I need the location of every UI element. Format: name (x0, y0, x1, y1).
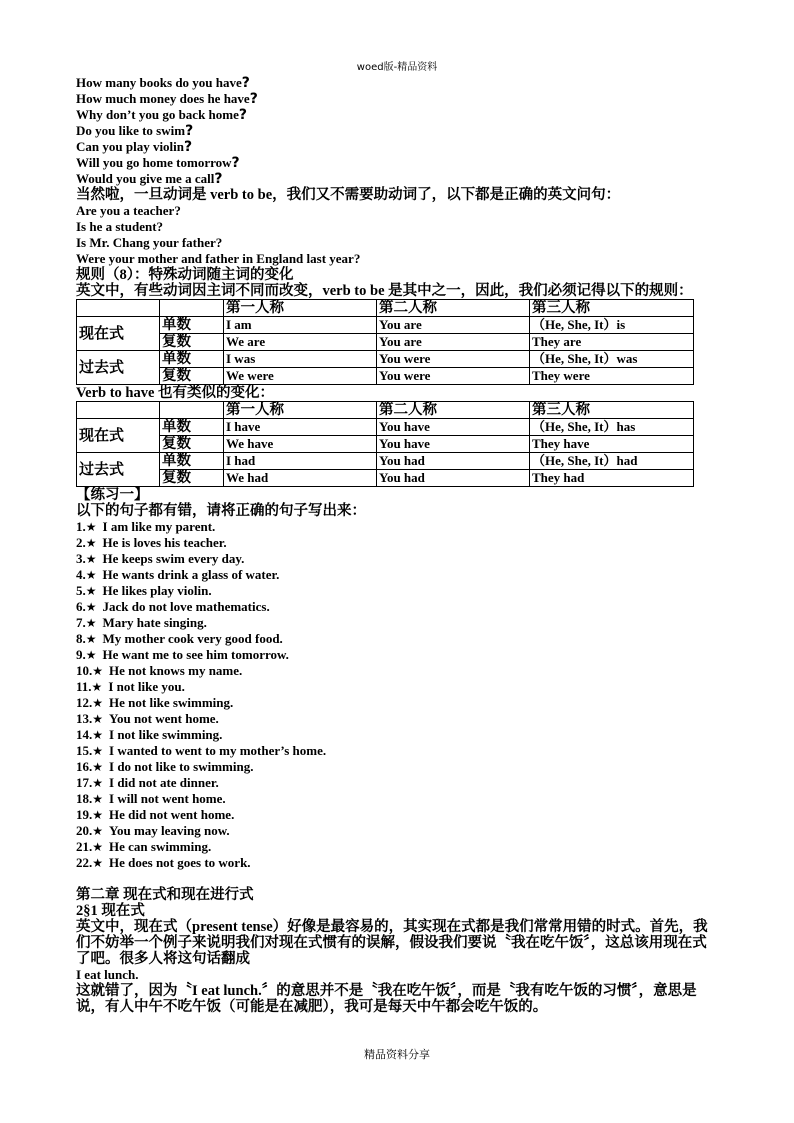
exercise-text: You may leaving now. (109, 823, 230, 838)
exercise-text: I not like you. (108, 679, 185, 694)
table-cell: You had (377, 453, 530, 470)
exercise-item (76, 791, 716, 807)
exercise-text: I not like swimming. (109, 727, 223, 742)
number-label: 复数 (160, 470, 224, 487)
be-question: Is he a student? (76, 219, 164, 234)
star-icon: ★ (92, 856, 104, 870)
rule-text: 英文中，有些动词因主词不同而改变，verb to be 是其中之一，因此，我们必须记得以下的规则： (76, 283, 693, 299)
question-line: Would you give me a call? (76, 171, 223, 187)
table-row (77, 368, 694, 385)
question-line: Can you play violin? (76, 139, 193, 155)
exercise-number: 12. (76, 695, 93, 710)
exercise-instructions: 以下的句子都有错，请将正确的句子写出来： (76, 503, 366, 519)
exercise-item (76, 583, 716, 599)
exercise-item (76, 567, 716, 583)
exercise-item (76, 759, 716, 775)
number-label: 单数 (160, 351, 224, 368)
table-cell: I was (224, 351, 377, 368)
exercise-item (76, 839, 716, 855)
exercise-item (76, 695, 716, 711)
header-third-person: 第三人称 (530, 300, 694, 317)
exercise-number: 7. (76, 615, 86, 630)
table-cell: They have (530, 436, 694, 453)
exercise-number: 11. (76, 679, 92, 694)
rule-title: 规则（8）：特殊动词随主词的变化 (76, 267, 294, 283)
header-first-person: 第一人称 (224, 402, 377, 419)
star-icon: ★ (91, 680, 103, 694)
exercise-text: Jack do not love mathematics. (102, 599, 270, 614)
be-question: Is Mr. Chang your father? (76, 235, 223, 250)
question-line: Why don’t you go back home? (76, 107, 248, 123)
exercise-text: He can swimming. (109, 839, 212, 854)
table-cell: We had (224, 470, 377, 487)
table-cell: I am (224, 317, 377, 334)
verb-be-table (76, 299, 694, 385)
question-list (76, 75, 716, 187)
exercise-number: 20. (76, 823, 93, 838)
table-header-row (77, 300, 694, 317)
star-icon: ★ (92, 840, 104, 854)
tense-label: 现在式 (77, 419, 160, 453)
exercise-text: I did not ate dinner. (109, 775, 219, 790)
tense-label: 过去式 (77, 351, 160, 385)
table-row (77, 470, 694, 487)
exercise-item (76, 743, 716, 759)
exercise-number: 8. (76, 631, 86, 646)
document-body (76, 75, 716, 1015)
table-header-row (77, 402, 694, 419)
paragraph: 英文中，现在式（present tense）好像是最容易的，其实现在式都是我们常常用错的时式。首先，我们不妨举一个例子来说明我们对现在式惯有的误解，假设我们要说〝我在吃午饭〞，这总该用现在式了吧。很多人将这句话翻成 (76, 919, 708, 967)
star-icon: ★ (92, 744, 104, 758)
table-cell: We are (224, 334, 377, 351)
number-label: 复数 (160, 368, 224, 385)
exercise-text: He want me to see him tomorrow. (102, 647, 289, 662)
star-icon: ★ (92, 696, 104, 710)
exercise-item (76, 711, 716, 727)
table-row (77, 351, 694, 368)
number-label: 单数 (160, 453, 224, 470)
exercise-text: I do not like to swimming. (109, 759, 254, 774)
question-line: How many books do you have? (76, 75, 250, 91)
table-row (77, 334, 694, 351)
exercise-item (76, 679, 716, 695)
exercise-text: I will not went home. (109, 791, 226, 806)
exercise-number: 16. (76, 759, 93, 774)
table-cell: （He, She, It）had (530, 453, 694, 470)
section-title: 2§1 现在式 (76, 903, 145, 919)
exercise-number: 6. (76, 599, 86, 614)
question-line: Do you like to swim? (76, 123, 194, 139)
exercise-text: He likes play violin. (102, 583, 212, 598)
paragraph: 这就错了，因为〝I eat lunch.〞的意思并不是〝我在吃午饭〞，而是〝我有吃午饭的习惯〞，意思是说，有人中午不吃午饭（可能是在减肥），我可是每天中午都会吃午饭的。 (76, 983, 697, 1015)
be-question: Were your mother and father in England last year? (76, 251, 361, 266)
table-cell: They had (530, 470, 694, 487)
table-cell: You were (377, 368, 530, 385)
table-row (77, 453, 694, 470)
verb-have-table (76, 401, 694, 487)
exercise-item (76, 775, 716, 791)
exercise-item (76, 823, 716, 839)
exercise-item (76, 647, 716, 663)
exercise-number: 10. (76, 663, 93, 678)
star-icon: ★ (85, 552, 97, 566)
number-label: 单数 (160, 317, 224, 334)
chapter-title: 第二章 现在式和现在进行式 (76, 887, 254, 903)
exercise-item (76, 807, 716, 823)
exercise-text: He wants drink a glass of water. (102, 567, 280, 582)
exercise-item (76, 615, 716, 631)
exercise-list (76, 519, 716, 871)
question-line: How much money does he have? (76, 91, 258, 107)
page-header: woed版-精品资料 (356, 62, 438, 73)
star-icon: ★ (92, 760, 104, 774)
star-icon: ★ (92, 712, 104, 726)
header-second-person: 第二人称 (377, 300, 530, 317)
tense-label: 现在式 (77, 317, 160, 351)
exercise-number: 13. (76, 711, 93, 726)
exercise-number: 15. (76, 743, 93, 758)
table-row (77, 419, 694, 436)
star-icon: ★ (85, 520, 97, 534)
exercise-number: 9. (76, 647, 86, 662)
number-label: 复数 (160, 436, 224, 453)
star-icon: ★ (85, 584, 97, 598)
table-cell: We were (224, 368, 377, 385)
example-sentence: I eat lunch. (76, 967, 139, 982)
exercise-number: 17. (76, 775, 93, 790)
star-icon: ★ (92, 824, 104, 838)
star-icon: ★ (92, 808, 104, 822)
table-row (77, 436, 694, 453)
number-label: 复数 (160, 334, 224, 351)
table-cell: You were (377, 351, 530, 368)
exercise-text: Mary hate singing. (102, 615, 207, 630)
exercise-number: 2. (76, 535, 86, 550)
star-icon: ★ (92, 664, 104, 678)
question-line: Will you go home tomorrow? (76, 155, 240, 171)
have-note: Verb to have 也有类似的变化： (76, 385, 275, 401)
exercise-text: You not went home. (109, 711, 219, 726)
exercise-item (76, 855, 716, 871)
exercise-text: I wanted to went to my mother’s home. (109, 743, 327, 758)
table-cell: I had (224, 453, 377, 470)
exercise-number: 4. (76, 567, 86, 582)
table-cell: I have (224, 419, 377, 436)
exercise-number: 14. (76, 727, 93, 742)
star-icon: ★ (92, 792, 104, 806)
star-icon: ★ (85, 632, 97, 646)
header-second-person: 第二人称 (377, 402, 530, 419)
star-icon: ★ (85, 536, 97, 550)
table-cell: You have (377, 419, 530, 436)
table-cell: You are (377, 334, 530, 351)
table-cell: You had (377, 470, 530, 487)
exercise-item (76, 663, 716, 679)
exercise-number: 3. (76, 551, 86, 566)
star-icon: ★ (85, 568, 97, 582)
page-footer: 精品资料分享 (364, 1048, 430, 1061)
star-icon: ★ (85, 648, 97, 662)
star-icon: ★ (92, 776, 104, 790)
exercise-number: 1. (76, 519, 86, 534)
header-first-person: 第一人称 (224, 300, 377, 317)
table-cell: You have (377, 436, 530, 453)
table-cell: You are (377, 317, 530, 334)
be-question: Are you a teacher? (76, 203, 181, 218)
exercise-text: He not knows my name. (109, 663, 243, 678)
exercise-item (76, 631, 716, 647)
star-icon: ★ (92, 728, 104, 742)
exercise-text: He does not goes to work. (109, 855, 251, 870)
tense-label: 过去式 (77, 453, 160, 487)
table-row (77, 317, 694, 334)
exercise-item (76, 519, 716, 535)
header-third-person: 第三人称 (530, 402, 694, 419)
exercise-item (76, 599, 716, 615)
number-label: 单数 (160, 419, 224, 436)
table-cell: （He, She, It）has (530, 419, 694, 436)
exercise-item (76, 551, 716, 567)
be-note: 当然啦，一旦动词是 verb to be，我们又不需要助动词了，以下都是正确的英文问句： (76, 187, 621, 203)
exercise-number: 21. (76, 839, 93, 854)
star-icon: ★ (85, 600, 97, 614)
table-cell: They are (530, 334, 694, 351)
table-cell: （He, She, It）was (530, 351, 694, 368)
exercise-text: He keeps swim every day. (102, 551, 245, 566)
table-cell: （He, She, It）is (530, 317, 694, 334)
exercise-number: 19. (76, 807, 93, 822)
exercise-title: 【练习一】 (76, 487, 149, 503)
exercise-text: He did not went home. (109, 807, 235, 822)
exercise-text: He is loves his teacher. (102, 535, 227, 550)
exercise-number: 18. (76, 791, 93, 806)
star-icon: ★ (85, 616, 97, 630)
exercise-text: I am like my parent. (102, 519, 216, 534)
table-cell: They were (530, 368, 694, 385)
exercise-number: 5. (76, 583, 86, 598)
exercise-item (76, 727, 716, 743)
exercise-number: 22. (76, 855, 93, 870)
exercise-text: He not like swimming. (109, 695, 234, 710)
table-cell: We have (224, 436, 377, 453)
exercise-item (76, 535, 716, 551)
exercise-text: My mother cook very good food. (102, 631, 283, 646)
